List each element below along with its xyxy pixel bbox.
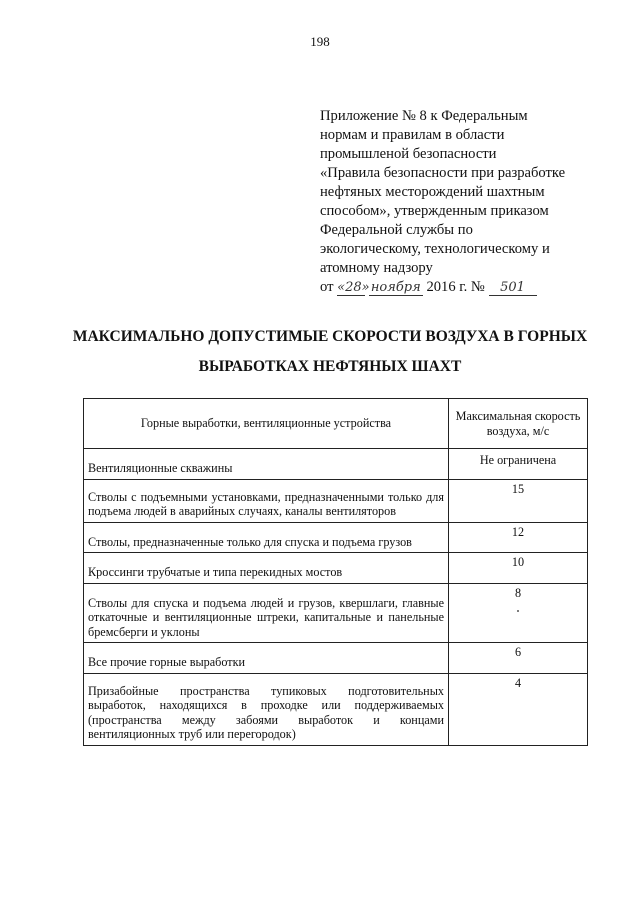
table-row (84, 522, 588, 553)
order-prefix: от (320, 279, 334, 295)
order-number-handwritten: 501 (489, 280, 537, 296)
table-row (84, 583, 588, 643)
row-value: 6 (449, 643, 588, 674)
title-line-1: МАКСИМАЛЬНО ДОПУСТИМЫЕ СКОРОСТИ ВОЗДУХА В ГОРНЫХ (72, 328, 588, 345)
row-value: 4 (449, 673, 588, 745)
row-value: 12 (449, 522, 588, 553)
appendix-line: Приложение № 8 к Федеральным (320, 108, 528, 124)
title-line-2: ВЫРАБОТКАХ НЕФТЯНЫХ ШАХТ (198, 358, 462, 375)
appendix-note (320, 107, 600, 297)
row-item: Стволы для спуска и подъема людей и грузов, квершлаги, главные откаточные и вентиляционные штреки, капитальные и панельные бремсберги и уклоны (84, 583, 449, 643)
appendix-line: Федеральной службы по (320, 222, 473, 238)
page-number: 198 (310, 34, 330, 49)
appendix-line: экологическому, технологическому и (320, 241, 550, 257)
table-header-row (84, 399, 588, 449)
appendix-line: «Правила безопасности при разработке (320, 165, 566, 181)
row-value-text: 8 (514, 585, 522, 600)
appendix-line: промышленой безопасности (320, 146, 497, 162)
row-value: 15 (449, 479, 588, 522)
table-row (84, 479, 588, 522)
row-item: Кроссинги трубчатые и типа перекидных мостов (84, 553, 449, 584)
row-item: Призабойные пространства тупиковых подготовительных выработок, находящихся в проходке или поддерживаемых (пространства между забоями выработок и концами вентиляционных труб или перегородок) (84, 673, 449, 745)
row-item: Все прочие горные выработки (84, 643, 449, 674)
row-value: Не ограничена (449, 449, 588, 480)
document-title (60, 322, 600, 382)
header-workings: Горные выработки, вентиляционные устройства (84, 399, 449, 449)
appendix-line: атомному надзору (320, 260, 433, 276)
order-year: 2016 г. № (426, 279, 485, 295)
table-row (84, 673, 588, 745)
table-row (84, 643, 588, 674)
order-reference (320, 278, 600, 297)
header-max-speed: Максимальная скорость воздуха, м/с (449, 399, 588, 449)
appendix-line: способом», утвержденным приказом (320, 203, 549, 219)
air-speed-table (83, 398, 588, 746)
scan-speck (517, 610, 519, 612)
appendix-line: нормам и правилам в области (320, 127, 505, 143)
row-item: Стволы с подъемными установками, предназначенными только для подъема людей в аварийных случаях, каналы вентиляторов (84, 479, 449, 522)
appendix-line: нефтяных месторождений шахтным (320, 184, 545, 200)
order-month-handwritten: ноября (369, 280, 423, 296)
table-row (84, 553, 588, 584)
order-day-handwritten: «28» (337, 280, 370, 295)
row-value (449, 583, 588, 643)
row-item: Вентиляционные скважины (84, 449, 449, 480)
row-item: Стволы, предназначенные только для спуска и подъема грузов (84, 522, 449, 553)
table-row (84, 449, 588, 480)
row-value: 10 (449, 553, 588, 584)
